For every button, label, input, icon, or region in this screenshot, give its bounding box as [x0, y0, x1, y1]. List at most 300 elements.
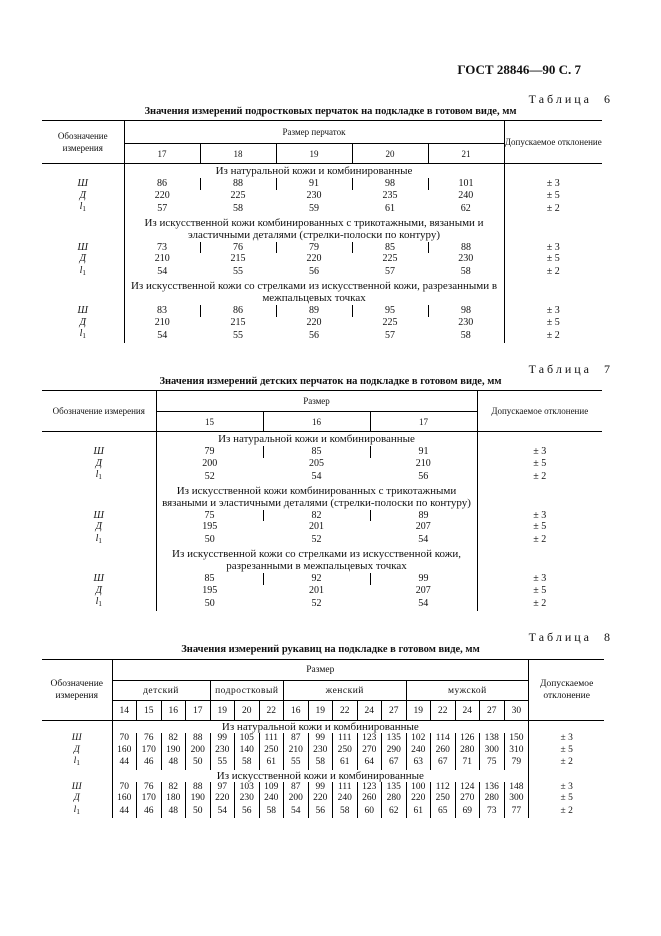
table6-size-header: Размер перчаток	[124, 121, 504, 144]
size-header-cell: 19	[406, 701, 431, 721]
size-header-cell: 16	[284, 701, 309, 721]
value-cell: 220	[306, 316, 322, 328]
section-spacer	[477, 547, 602, 573]
table-row	[42, 805, 604, 819]
measure-symbol: Д	[95, 521, 102, 532]
value-cell: 44	[119, 805, 129, 816]
value-cell: 76	[137, 782, 162, 794]
measure-symbol-cell	[42, 533, 156, 548]
measure-symbol-cell	[42, 201, 124, 216]
measure-symbol-cell	[42, 305, 124, 317]
size-header-cell: 24	[357, 701, 382, 721]
measure-subscript: 1	[82, 268, 86, 277]
value-cell: 58	[308, 756, 333, 770]
size-header-cell: 15	[156, 412, 263, 432]
value-cell: 150	[504, 733, 529, 745]
table8-title: Значения измерений рукавиц на подкладке в готовом виде, мм	[181, 644, 480, 655]
table6	[42, 120, 602, 343]
section-title: Из искусственной кожи комбинированных с трикотажными, вязаными и эластичными деталями (стрелки-полоски по контуру)	[144, 216, 484, 241]
value-cell: 225	[382, 316, 398, 328]
measure-symbol-cell	[42, 469, 156, 484]
tolerance-cell: ± 3	[477, 446, 602, 458]
value-cell: 210	[154, 316, 170, 328]
section-spacer	[529, 721, 605, 734]
table7	[42, 390, 602, 611]
value-cell: 76	[200, 242, 276, 254]
value-cell: 91	[370, 446, 477, 458]
value-cell: 65	[431, 805, 456, 819]
value-cell: 54	[311, 470, 322, 482]
value-cell: 61	[385, 202, 395, 214]
table-row	[42, 178, 602, 190]
measure-symbol: l	[73, 756, 77, 766]
section-spacer	[42, 484, 156, 510]
tolerance-cell: ± 5	[529, 745, 605, 757]
tolerance-cell: ± 5	[477, 521, 602, 533]
value-cell: 220	[308, 793, 333, 805]
measure-symbol-cell	[42, 756, 112, 770]
section-row	[42, 770, 604, 782]
tolerance-cell: ± 2	[529, 756, 605, 770]
tolerance-cell: ± 3	[529, 782, 605, 794]
measure-symbol-cell	[42, 510, 156, 522]
value-cell: 56	[235, 805, 260, 819]
table6-tolerance-header: Допускаемое отклонение	[504, 121, 602, 164]
section-spacer	[477, 484, 602, 510]
table7-label: Таблица 7	[528, 362, 613, 376]
value-cell: 52	[311, 534, 322, 545]
page-header: ГОСТ 28846—90 С. 7	[457, 62, 581, 77]
table-row	[42, 317, 602, 329]
table-row	[42, 305, 602, 317]
value-cell: 250	[431, 793, 456, 805]
value-cell: 70	[119, 733, 129, 743]
tolerance-cell: ± 3	[529, 733, 605, 745]
value-cell: 61	[333, 756, 358, 770]
measure-symbol: Д	[95, 457, 102, 469]
value-cell: 55	[233, 329, 243, 341]
value-cell: 230	[308, 745, 333, 757]
section-row	[42, 164, 602, 179]
tolerance-cell: ± 2	[477, 596, 602, 611]
tolerance-cell: ± 5	[477, 585, 602, 597]
value-cell: 88	[200, 178, 276, 190]
section-row	[42, 484, 602, 510]
value-cell: 99	[210, 733, 235, 745]
value-cell: 210	[154, 253, 170, 264]
table-row	[42, 190, 602, 202]
value-cell: 260	[431, 745, 456, 757]
value-cell: 280	[455, 745, 480, 757]
value-cell: 48	[161, 805, 186, 819]
table-row	[42, 328, 602, 343]
value-cell: 235	[382, 189, 398, 201]
measure-symbol: l	[73, 804, 77, 815]
value-cell: 250	[259, 745, 284, 757]
section-title: Из искусственной кожи комбинированных с трикотажными вязаными и эластичными деталями (стрелки-полоски по контуру)	[162, 484, 471, 509]
value-cell: 48	[161, 756, 186, 770]
value-cell: 230	[306, 189, 322, 201]
measure-symbol-cell	[42, 805, 112, 819]
value-cell: 88	[186, 733, 211, 745]
tolerance-cell: ± 2	[504, 328, 602, 343]
value-cell: 215	[230, 316, 246, 328]
measure-symbol: Д	[73, 744, 80, 755]
value-cell: 160	[117, 744, 132, 755]
size-header-cell: 22	[259, 701, 284, 721]
value-cell: 54	[418, 534, 429, 545]
measure-symbol: l	[79, 201, 83, 212]
section-spacer	[504, 164, 602, 179]
value-cell: 56	[309, 266, 319, 277]
value-cell: 56	[418, 470, 429, 482]
value-cell: 260	[357, 793, 382, 805]
value-cell: 92	[263, 573, 370, 585]
value-cell: 230	[458, 316, 474, 328]
measure-symbol-cell	[42, 745, 112, 757]
section-title: Из натуральной кожи и комбинированные	[215, 165, 413, 177]
value-cell: 138	[480, 733, 505, 745]
value-cell: 109	[259, 782, 284, 794]
value-cell: 44	[119, 757, 129, 767]
measure-symbol: Д	[73, 793, 80, 803]
value-cell: 280	[480, 793, 505, 805]
value-cell: 79	[204, 446, 215, 457]
measure-symbol-cell	[42, 253, 124, 265]
size-header-cell: 14	[112, 701, 137, 721]
table7-tolerance-header: Допускаемое отклонение	[477, 391, 602, 432]
tolerance-cell: ± 5	[529, 793, 605, 805]
size-header-cell: 24	[455, 701, 480, 721]
measure-subscript: 1	[82, 205, 86, 213]
size-header-cell: 16	[161, 701, 186, 721]
value-cell: 64	[357, 756, 382, 770]
measure-symbol-cell	[42, 190, 124, 202]
table-row	[42, 469, 602, 484]
measure-symbol-cell	[42, 793, 112, 805]
table8-designation-header: Обозначение измерения	[42, 660, 112, 721]
value-cell: 230	[458, 253, 474, 264]
value-cell: 98	[352, 178, 428, 190]
value-cell: 270	[357, 745, 382, 757]
value-cell: 190	[161, 745, 186, 757]
value-cell: 88	[428, 242, 504, 254]
measure-symbol-cell	[42, 458, 156, 470]
size-group-header: женский	[284, 681, 407, 701]
measure-symbol: l	[95, 596, 99, 607]
value-cell: 99	[308, 782, 333, 794]
measure-symbol-cell	[42, 178, 124, 190]
value-cell: 201	[309, 584, 324, 596]
value-cell: 70	[119, 781, 129, 792]
table-row	[42, 533, 602, 548]
value-cell: 100	[406, 782, 431, 794]
value-cell: 280	[382, 793, 407, 805]
value-cell: 140	[235, 745, 260, 757]
measure-symbol-cell	[42, 782, 112, 794]
size-group-header: подростковый	[210, 681, 284, 701]
section-title: Из искусственной кожи со стрелками из искусственной кожи, разрезанными в межпальцевых точках	[172, 548, 461, 572]
measure-symbol: Д	[79, 316, 86, 328]
value-cell: 170	[137, 745, 162, 757]
table-row	[42, 733, 604, 745]
measure-subscript: 1	[82, 332, 86, 340]
value-cell: 98	[428, 305, 504, 317]
measure-symbol-cell	[42, 317, 124, 329]
table8-size-header: Размер	[112, 660, 529, 681]
value-cell: 60	[357, 805, 382, 819]
size-header-cell: 30	[504, 701, 529, 721]
table-row	[42, 521, 602, 533]
value-cell: 58	[460, 266, 471, 277]
measure-symbol: Ш	[93, 573, 104, 584]
section-spacer	[504, 279, 602, 305]
measure-symbol-cell	[42, 446, 156, 458]
value-cell: 102	[406, 733, 431, 745]
value-cell: 50	[186, 805, 211, 819]
table-row	[42, 201, 602, 216]
table-row	[42, 782, 604, 794]
section-spacer	[42, 216, 124, 242]
tolerance-cell: ± 3	[504, 178, 602, 190]
size-header-cell: 16	[263, 412, 370, 432]
measure-symbol: Д	[95, 584, 102, 596]
tolerance-cell: ± 2	[477, 469, 602, 484]
value-cell: 83	[157, 305, 167, 316]
table-row	[42, 446, 602, 458]
value-cell: 230	[210, 745, 235, 757]
tolerance-cell: ± 5	[477, 458, 602, 470]
value-cell: 99	[370, 573, 477, 585]
measure-symbol-cell	[42, 328, 124, 343]
value-cell: 99	[308, 733, 333, 745]
measure-symbol: l	[95, 532, 99, 544]
value-cell: 195	[202, 584, 218, 596]
tolerance-cell: ± 3	[504, 242, 602, 254]
value-cell: 75	[204, 509, 215, 521]
table-row	[42, 585, 602, 597]
size-header-cell: 19	[276, 144, 352, 164]
value-cell: 136	[480, 782, 505, 794]
value-cell: 54	[210, 805, 235, 819]
section-spacer	[504, 216, 602, 242]
tolerance-cell: ± 3	[477, 510, 602, 522]
section-row	[42, 216, 602, 242]
value-cell: 54	[157, 266, 168, 277]
value-cell: 220	[306, 253, 322, 264]
size-header-cell: 19	[210, 701, 235, 721]
size-group-header: детский	[112, 681, 210, 701]
value-cell: 63	[406, 756, 431, 770]
value-cell: 103	[235, 782, 260, 794]
section-row	[42, 721, 604, 734]
size-header-cell: 20	[352, 144, 428, 164]
value-cell: 95	[352, 305, 428, 317]
value-cell: 54	[157, 329, 168, 341]
value-cell: 52	[311, 597, 322, 609]
value-cell: 126	[455, 733, 480, 745]
value-cell: 57	[385, 266, 395, 277]
value-cell: 73	[480, 805, 505, 819]
value-cell: 56	[309, 329, 319, 341]
value-cell: 195	[202, 521, 218, 532]
value-cell: 55	[210, 756, 235, 770]
table-row	[42, 242, 602, 254]
value-cell: 77	[504, 805, 529, 819]
value-cell: 240	[458, 189, 474, 201]
value-cell: 76	[137, 733, 162, 745]
measure-symbol: l	[95, 469, 99, 480]
section-spacer	[42, 547, 156, 573]
value-cell: 82	[161, 782, 186, 794]
measure-symbol-cell	[42, 265, 124, 280]
value-cell: 135	[382, 782, 407, 794]
section-spacer	[42, 279, 124, 305]
measure-symbol-cell	[42, 521, 156, 533]
size-header-cell: 21	[428, 144, 504, 164]
value-cell: 310	[504, 745, 529, 757]
value-cell: 230	[235, 793, 260, 805]
table-row	[42, 793, 604, 805]
table7-designation-header: Обозначение измерения	[42, 391, 156, 432]
measure-symbol: Д	[79, 253, 86, 264]
size-header-cell: 27	[480, 701, 505, 721]
table7-title: Значения измерений детских перчаток на подкладке в готовом виде, мм	[159, 376, 502, 387]
tolerance-cell: ± 2	[504, 201, 602, 216]
table-row	[42, 458, 602, 470]
section-spacer	[42, 432, 156, 447]
value-cell: 250	[333, 745, 358, 757]
size-header-cell: 17	[370, 412, 477, 432]
value-cell: 85	[352, 242, 428, 254]
value-cell: 57	[385, 329, 395, 341]
value-cell: 170	[137, 793, 162, 805]
value-cell: 240	[259, 793, 284, 805]
value-cell: 200	[202, 457, 218, 469]
measure-symbol: Ш	[71, 781, 82, 792]
tolerance-cell: ± 5	[504, 317, 602, 329]
value-cell: 190	[186, 793, 211, 805]
measure-symbol: Ш	[77, 241, 88, 253]
measure-symbol-cell	[42, 585, 156, 597]
size-header-cell: 17	[124, 144, 200, 164]
value-cell: 79	[276, 242, 352, 254]
value-cell: 111	[333, 782, 358, 794]
measure-symbol: Ш	[77, 305, 88, 316]
size-header-cell: 27	[382, 701, 407, 721]
value-cell: 62	[382, 805, 407, 819]
value-cell: 124	[455, 782, 480, 794]
value-cell: 225	[230, 189, 246, 201]
value-cell: 200	[284, 793, 309, 805]
table6-designation-header: Обозначение измерения	[42, 121, 124, 164]
value-cell: 290	[382, 745, 407, 757]
size-header-cell: 15	[137, 701, 162, 721]
tolerance-cell: ± 3	[477, 573, 602, 585]
value-cell: 112	[431, 782, 456, 794]
value-cell: 46	[137, 805, 162, 819]
measure-symbol: Ш	[71, 733, 82, 743]
measure-symbol-cell	[42, 596, 156, 611]
table-row	[42, 253, 602, 265]
measure-subscript: 1	[98, 473, 102, 481]
table-row	[42, 756, 604, 770]
value-cell: 75	[480, 756, 505, 770]
value-cell: 91	[276, 178, 352, 190]
value-cell: 220	[154, 189, 170, 201]
value-cell: 86	[200, 305, 276, 317]
value-cell: 62	[460, 202, 471, 214]
measure-subscript: 1	[98, 600, 102, 608]
value-cell: 215	[230, 253, 246, 264]
value-cell: 54	[418, 597, 429, 609]
value-cell: 148	[504, 782, 529, 794]
value-cell: 56	[308, 805, 333, 819]
value-cell: 86	[157, 178, 167, 189]
value-cell: 300	[504, 793, 529, 805]
value-cell: 89	[370, 510, 477, 522]
value-cell: 87	[284, 733, 309, 745]
table-row	[42, 745, 604, 757]
value-cell: 225	[382, 253, 398, 264]
size-group-header: мужской	[406, 681, 529, 701]
section-row	[42, 279, 602, 305]
table-row	[42, 573, 602, 585]
table-row	[42, 265, 602, 280]
value-cell: 82	[263, 510, 370, 522]
table8-label: Таблица 8	[528, 630, 613, 644]
table8	[42, 659, 604, 818]
value-cell: 69	[455, 805, 480, 819]
section-spacer	[42, 770, 112, 782]
section-spacer	[477, 432, 602, 447]
value-cell: 220	[210, 793, 235, 805]
size-header-cell: 19	[308, 701, 333, 721]
value-cell: 73	[157, 241, 167, 253]
value-cell: 200	[186, 745, 211, 757]
section-row	[42, 547, 602, 573]
value-cell: 160	[117, 793, 132, 803]
value-cell: 300	[480, 745, 505, 757]
value-cell: 207	[415, 521, 431, 532]
measure-subscript: 1	[76, 759, 80, 767]
value-cell: 67	[382, 756, 407, 770]
value-cell: 67	[431, 756, 456, 770]
value-cell: 207	[415, 584, 431, 596]
value-cell: 61	[259, 756, 284, 770]
table6-title: Значения измерений подростковых перчаток на подкладке в готовом виде, мм	[144, 106, 517, 117]
value-cell: 58	[233, 202, 243, 214]
value-cell: 123	[357, 782, 382, 794]
value-cell: 180	[161, 793, 186, 805]
tolerance-cell: ± 5	[504, 253, 602, 265]
tolerance-cell: ± 2	[477, 533, 602, 548]
size-header-cell: 17	[186, 701, 211, 721]
tolerance-cell: ± 3	[504, 305, 602, 317]
value-cell: 58	[460, 329, 471, 341]
measure-subscript: 1	[76, 807, 80, 816]
size-header-cell: 18	[200, 144, 276, 164]
value-cell: 61	[406, 805, 431, 819]
value-cell: 88	[186, 782, 211, 794]
table6-label: Таблица 6	[528, 92, 613, 106]
tolerance-cell: ± 2	[504, 265, 602, 280]
value-cell: 46	[137, 756, 162, 770]
measure-symbol: Ш	[77, 178, 88, 189]
size-header-cell: 20	[235, 701, 260, 721]
value-cell: 205	[309, 457, 324, 469]
size-header-cell: 22	[333, 701, 358, 721]
